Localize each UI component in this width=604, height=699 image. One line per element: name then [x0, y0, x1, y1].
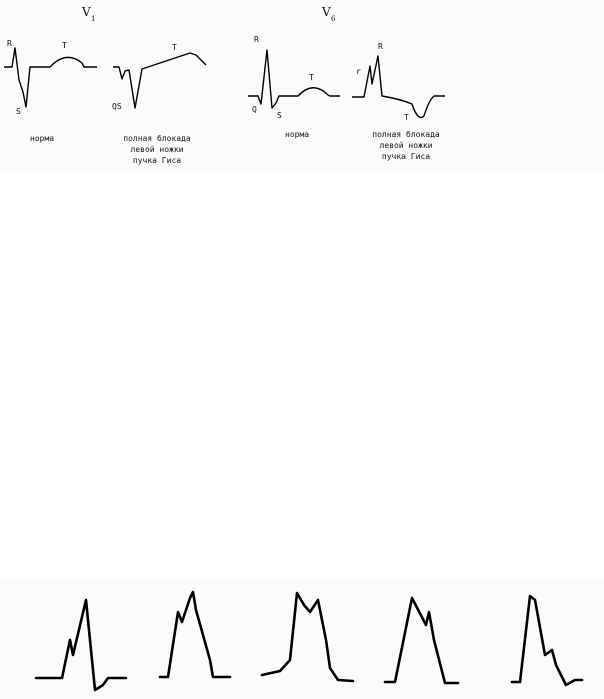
v6-lbbb-r-label: R — [378, 42, 383, 51]
lead-v6-label: V — [322, 5, 331, 19]
v6-lbbb-caption-line-1: полная блокада — [372, 130, 440, 139]
bottom-complex-5 — [512, 596, 582, 685]
v1-normal-caption: норма — [30, 134, 55, 143]
v1-normal-r-label: R — [7, 39, 12, 48]
v1-lbbb-trace — [113, 53, 206, 108]
v1-normal-t-label: T — [62, 41, 67, 50]
v6-lbbb-complex — [352, 42, 445, 161]
v1-lbbb-caption-line-1: полная блокада — [123, 134, 191, 143]
v1-normal-trace — [4, 48, 97, 107]
bottom-complexes — [36, 592, 582, 690]
lead-v1-subscript: 1 — [91, 15, 96, 23]
v6-lbbb-trace — [352, 56, 445, 118]
bottom-complex-2 — [160, 592, 230, 677]
v6-normal-q-label: Q — [252, 105, 257, 114]
v6-lbbb-t-label: T — [404, 113, 409, 122]
v6-normal-r-label: R — [254, 35, 259, 44]
v1-normal-complex — [4, 39, 97, 143]
v6-lbbb-caption-line-2: левой ножки — [379, 141, 433, 150]
lead-v6-subscript: 6 — [331, 15, 336, 23]
bottom-complex-4 — [385, 598, 458, 683]
v6-normal-trace — [248, 50, 340, 108]
v1-lbbb-qs-label: QS — [112, 102, 122, 111]
v6-normal-complex — [248, 35, 340, 139]
v1-lbbb-caption-line-2: левой ножки — [130, 145, 184, 154]
v6-normal-caption: норма — [285, 130, 310, 139]
v6-normal-s-label: S — [277, 111, 282, 120]
v1-normal-s-label: S — [16, 107, 21, 116]
bottom-complex-1 — [36, 600, 126, 690]
v1-lbbb-caption-line-3: пучка Гиса — [132, 156, 182, 165]
v1-lbbb-t-label: T — [172, 43, 177, 52]
bottom-complex-3 — [262, 593, 353, 681]
v6-normal-t-label: T — [309, 73, 314, 82]
lead-v1-label: V — [82, 5, 91, 19]
v6-lbbb-caption-line-3: пучка Гиса — [381, 152, 431, 161]
v6-lbbb-r-small-label: r — [356, 67, 361, 76]
v1-lbbb-complex — [112, 43, 206, 165]
